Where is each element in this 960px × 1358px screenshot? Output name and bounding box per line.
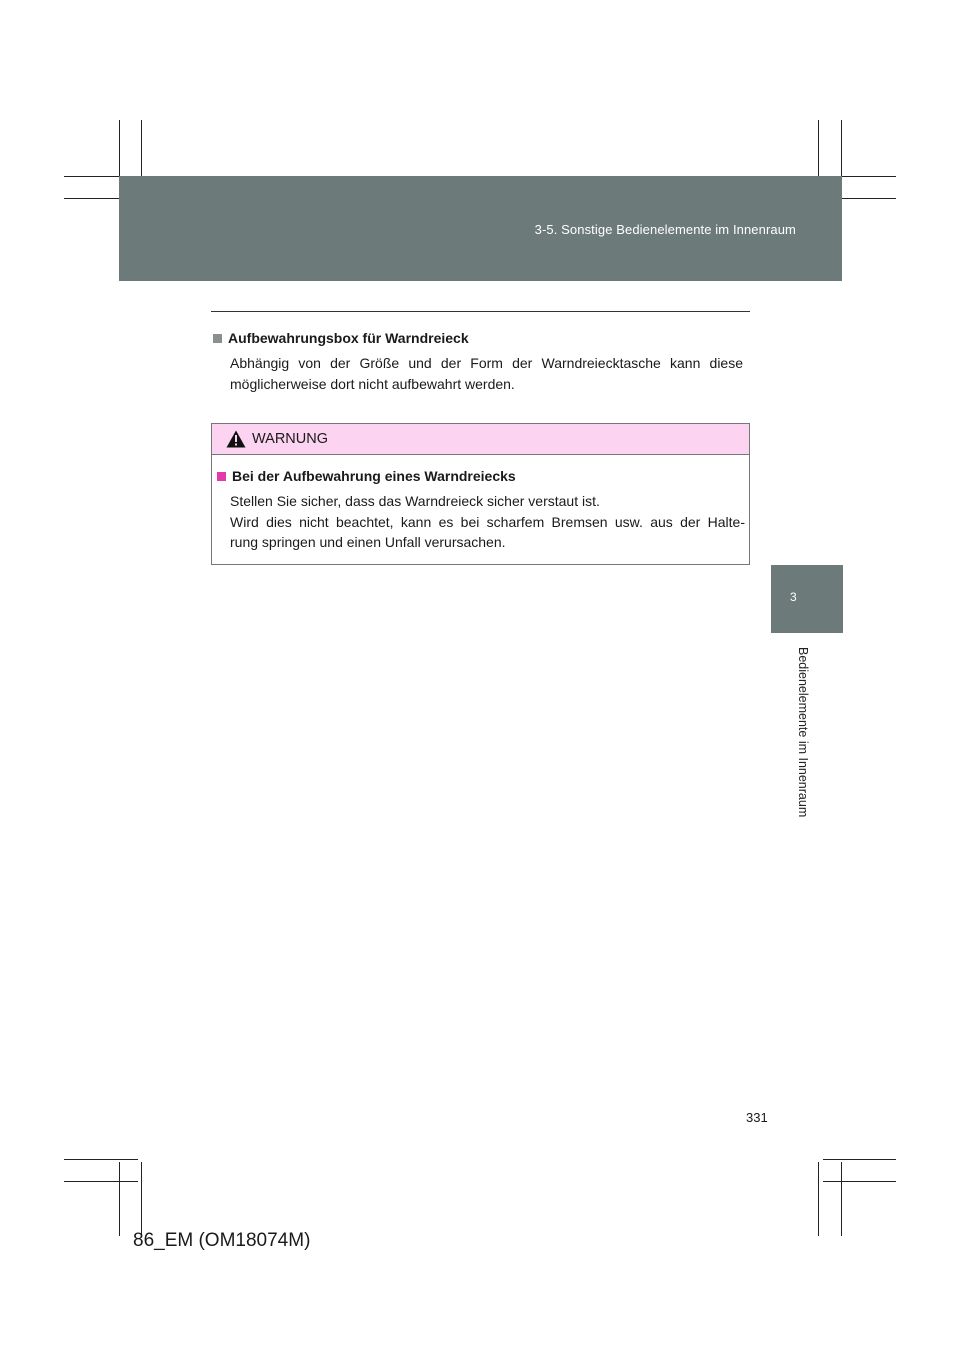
crop-mark — [119, 1162, 120, 1236]
warning-line: Stellen Sie sicher, dass das Warndreieck sicher verstaut ist. — [230, 493, 600, 509]
section-title: 3-5. Sonstige Bedienelemente im Innenraum — [534, 222, 796, 237]
warning-label: WARNUNG — [252, 431, 328, 447]
crop-mark — [823, 1181, 896, 1182]
page-number: 331 — [746, 1110, 768, 1125]
square-bullet-icon — [213, 334, 222, 343]
document-code: 86_EM (OM18074M) — [133, 1230, 311, 1251]
square-bullet-icon — [217, 472, 226, 481]
chapter-number: 3 — [790, 590, 797, 604]
header-band — [119, 176, 842, 281]
crop-mark — [841, 1162, 842, 1236]
chapter-label: Bedienelemente im Innenraum — [796, 647, 810, 818]
crop-mark — [823, 1159, 896, 1160]
warning-triangle-icon — [226, 430, 246, 448]
warning-heading-text: Bei der Aufbewahrung eines Warndreiecks — [232, 468, 516, 484]
crop-mark — [141, 1162, 142, 1236]
crop-mark — [64, 1181, 138, 1182]
warning-box — [211, 423, 750, 565]
warning-line: rung springen und einen Unfall verursachen. — [230, 534, 506, 550]
section-heading-text: Aufbewahrungsbox für Warndreieck — [228, 330, 469, 346]
section-heading — [213, 330, 469, 346]
section-paragraph: Abhängig von der Größe und der Form der Warndreiecktasche kann diese möglicherweise dort nicht aufbewahrt werden. — [230, 355, 743, 392]
warning-header — [212, 424, 749, 455]
crop-mark — [818, 1162, 819, 1236]
warning-line: Wird dies nicht beachtet, kann es bei scharfem Bremsen usw. aus der Halte- — [230, 513, 745, 530]
crop-mark — [64, 1159, 138, 1160]
warning-heading — [217, 468, 516, 484]
chapter-tab — [771, 565, 843, 633]
divider — [211, 311, 750, 312]
warning-body — [230, 491, 745, 553]
